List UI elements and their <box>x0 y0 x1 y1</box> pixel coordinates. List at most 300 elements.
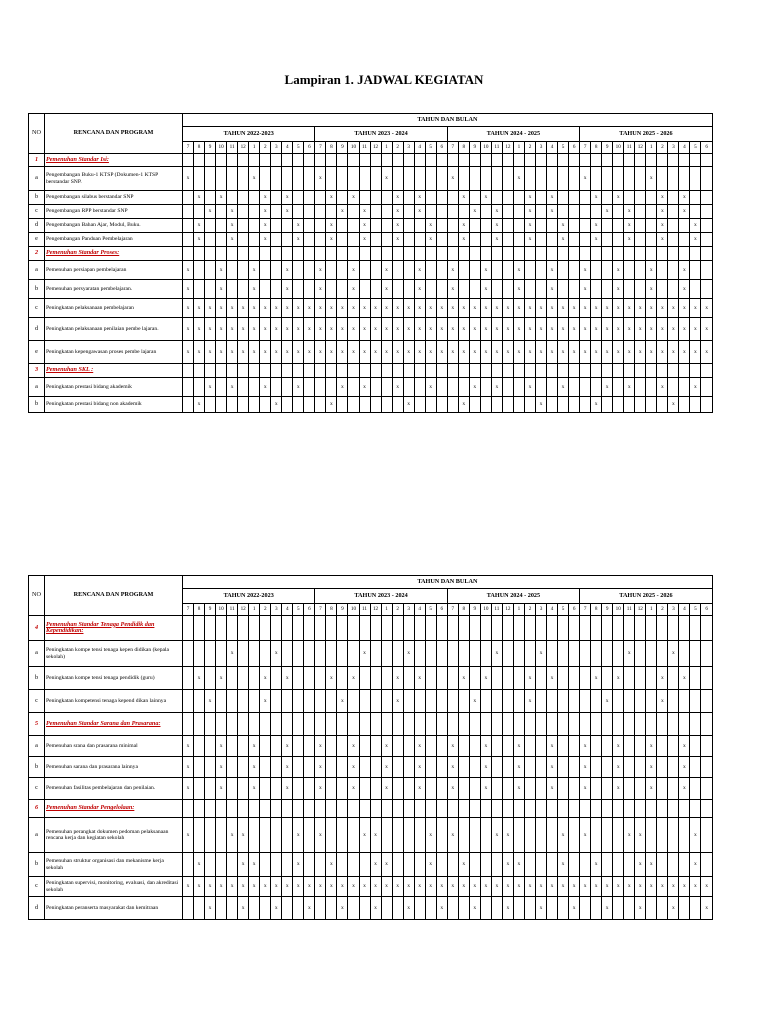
schedule-cell <box>602 667 613 690</box>
schedule-cell <box>580 667 591 690</box>
schedule-cell <box>337 818 348 853</box>
schedule-cell <box>304 205 315 219</box>
schedule-cell <box>679 853 690 877</box>
schedule-cell <box>469 233 480 247</box>
schedule-cell <box>657 818 668 853</box>
schedule-cell <box>238 191 249 205</box>
activity-name: Pengembangan Panduan Pembelajaran <box>45 233 183 247</box>
month-header: 6 <box>304 604 315 616</box>
schedule-cell <box>602 167 613 191</box>
month-header: 12 <box>635 604 646 616</box>
schedule-cell <box>624 800 635 818</box>
month-header: 10 <box>480 604 491 616</box>
schedule-cell: x <box>216 191 227 205</box>
schedule-cell <box>238 397 249 413</box>
schedule-cell <box>635 364 646 378</box>
row-number: a <box>29 261 45 280</box>
schedule-cell: x <box>513 778 524 800</box>
schedule-cell <box>436 667 447 690</box>
schedule-cell <box>613 897 624 920</box>
schedule-cell <box>668 853 679 877</box>
schedule-cell <box>469 397 480 413</box>
schedule-cell <box>304 713 315 736</box>
schedule-cell <box>480 167 491 191</box>
schedule-cell: x <box>580 778 591 800</box>
schedule-cell <box>205 800 216 818</box>
schedule-cell <box>183 641 194 667</box>
schedule-cell <box>580 191 591 205</box>
schedule-cell <box>425 736 436 757</box>
schedule-cell <box>480 364 491 378</box>
schedule-cell <box>183 667 194 690</box>
schedule-cell <box>491 757 502 778</box>
schedule-cell <box>238 667 249 690</box>
schedule-cell <box>249 690 260 713</box>
activity-name: Peningkatan prestasi bidang non akademik <box>45 397 183 413</box>
schedule-cell <box>635 154 646 167</box>
schedule-cell: x <box>668 877 679 897</box>
schedule-cell <box>646 364 657 378</box>
schedule-cell <box>624 364 635 378</box>
schedule-cell <box>304 667 315 690</box>
schedule-cell <box>701 378 712 397</box>
schedule-cell <box>613 219 624 233</box>
schedule-cell <box>646 205 657 219</box>
schedule-cell <box>491 247 502 261</box>
schedule-cell <box>646 800 657 818</box>
schedule-cell <box>657 154 668 167</box>
schedule-cell <box>646 397 657 413</box>
schedule-cell <box>216 233 227 247</box>
schedule-cell: x <box>293 818 304 853</box>
schedule-cell: x <box>602 318 613 341</box>
schedule-cell <box>502 736 513 757</box>
schedule-cell <box>513 800 524 818</box>
schedule-cell <box>414 897 425 920</box>
schedule-cell <box>458 364 469 378</box>
schedule-cell <box>425 397 436 413</box>
schedule-cell: x <box>701 877 712 897</box>
schedule-cell <box>370 616 381 641</box>
schedule-cell <box>690 800 701 818</box>
schedule-cell <box>646 641 657 667</box>
schedule-cell <box>381 897 392 920</box>
activity-name: Peningkatan peranserta masyarakat dan kemitraan <box>45 897 183 920</box>
schedule-cell: x <box>690 341 701 364</box>
schedule-cell <box>613 233 624 247</box>
schedule-cell: x <box>536 877 547 897</box>
schedule-cell <box>392 736 403 757</box>
schedule-cell <box>491 397 502 413</box>
schedule-cell <box>425 667 436 690</box>
schedule-cell <box>293 280 304 299</box>
month-header: 12 <box>238 604 249 616</box>
schedule-cell <box>348 800 359 818</box>
schedule-cell <box>668 690 679 713</box>
schedule-cell <box>370 280 381 299</box>
schedule-cell: x <box>414 205 425 219</box>
schedule-cell: x <box>690 853 701 877</box>
schedule-cell <box>701 690 712 713</box>
schedule-cell <box>227 191 238 205</box>
schedule-cell <box>315 233 326 247</box>
month-header: 11 <box>624 142 635 154</box>
schedule-cell <box>613 616 624 641</box>
schedule-cell: x <box>613 261 624 280</box>
schedule-cell <box>458 261 469 280</box>
schedule-cell: x <box>480 736 491 757</box>
schedule-cell <box>381 713 392 736</box>
schedule-cell <box>392 364 403 378</box>
schedule-cell <box>524 757 535 778</box>
schedule-cell: x <box>370 853 381 877</box>
schedule-cell <box>536 757 547 778</box>
schedule-cell <box>701 233 712 247</box>
schedule-cell <box>315 800 326 818</box>
schedule-cell <box>315 219 326 233</box>
schedule-cell: x <box>547 667 558 690</box>
schedule-cell <box>668 616 679 641</box>
schedule-cell <box>414 247 425 261</box>
schedule-cell: x <box>194 341 205 364</box>
schedule-cell <box>194 616 205 641</box>
schedule-cell: x <box>315 877 326 897</box>
activity-name: Pemenuhan fasilitas pembelajaran dan penilaian. <box>45 778 183 800</box>
schedule-cell <box>436 191 447 205</box>
schedule-cell <box>502 800 513 818</box>
schedule-cell: x <box>491 877 502 897</box>
schedule-cell <box>337 364 348 378</box>
schedule-cell: x <box>480 877 491 897</box>
schedule-cell <box>271 219 282 233</box>
month-header: 10 <box>613 604 624 616</box>
schedule-cell <box>547 154 558 167</box>
month-header: 7 <box>315 604 326 616</box>
schedule-cell <box>216 897 227 920</box>
schedule-cell <box>668 757 679 778</box>
schedule-cell <box>381 800 392 818</box>
schedule-cell: x <box>392 378 403 397</box>
schedule-cell <box>591 280 602 299</box>
schedule-cell <box>690 616 701 641</box>
schedule-cell: x <box>624 641 635 667</box>
activity-row <box>29 280 713 299</box>
schedule-cell: x <box>348 341 359 364</box>
month-header: 11 <box>359 142 370 154</box>
activity-row <box>29 299 713 318</box>
schedule-cell <box>216 378 227 397</box>
schedule-cell <box>414 713 425 736</box>
schedule-cell: x <box>635 341 646 364</box>
schedule-cell <box>591 154 602 167</box>
schedule-cell: x <box>381 261 392 280</box>
schedule-cell <box>569 736 580 757</box>
schedule-cell <box>260 800 271 818</box>
schedule-cell <box>337 247 348 261</box>
schedule-cell <box>469 167 480 191</box>
schedule-cell <box>425 778 436 800</box>
row-number: 5 <box>29 713 45 736</box>
schedule-cell <box>690 364 701 378</box>
month-header: 7 <box>447 142 458 154</box>
schedule-cell: x <box>271 341 282 364</box>
schedule-cell <box>348 219 359 233</box>
schedule-cell: x <box>348 318 359 341</box>
schedule-cell <box>293 736 304 757</box>
schedule-cell <box>403 247 414 261</box>
schedule-cell <box>227 247 238 261</box>
schedule-cell <box>183 233 194 247</box>
schedule-cell: x <box>337 378 348 397</box>
schedule-cell <box>690 757 701 778</box>
schedule-cell: x <box>679 280 690 299</box>
schedule-cell <box>183 378 194 397</box>
schedule-cell <box>194 364 205 378</box>
schedule-cell <box>657 897 668 920</box>
schedule-cell <box>282 853 293 877</box>
schedule-cell: x <box>304 897 315 920</box>
schedule-cell <box>271 616 282 641</box>
month-header: 6 <box>436 604 447 616</box>
schedule-cell <box>249 667 260 690</box>
schedule-cell: x <box>580 261 591 280</box>
schedule-cell: x <box>447 341 458 364</box>
schedule-cell <box>469 667 480 690</box>
schedule-cell: x <box>447 261 458 280</box>
schedule-cell <box>491 713 502 736</box>
schedule-cell: x <box>513 853 524 877</box>
schedule-cell: x <box>381 757 392 778</box>
schedule-cell <box>403 205 414 219</box>
schedule-cell: x <box>458 341 469 364</box>
schedule-cell <box>469 280 480 299</box>
schedule-cell: x <box>547 280 558 299</box>
schedule-cell <box>238 261 249 280</box>
schedule-cell <box>403 690 414 713</box>
schedule-cell <box>513 205 524 219</box>
schedule-cell <box>558 364 569 378</box>
schedule-cell: x <box>646 877 657 897</box>
schedule-cell <box>558 736 569 757</box>
schedule-cell: x <box>646 261 657 280</box>
schedule-cell: x <box>602 341 613 364</box>
schedule-cell: x <box>602 299 613 318</box>
schedule-cell <box>436 378 447 397</box>
schedule-cell <box>392 247 403 261</box>
schedule-cell: x <box>613 667 624 690</box>
schedule-cell <box>436 233 447 247</box>
schedule-cell <box>668 247 679 261</box>
schedule-cell <box>502 167 513 191</box>
schedule-cell: x <box>414 318 425 341</box>
schedule-cell <box>701 154 712 167</box>
schedule-cell <box>227 853 238 877</box>
schedule-cell <box>260 641 271 667</box>
schedule-cell: x <box>249 341 260 364</box>
schedule-cell <box>337 641 348 667</box>
schedule-cell <box>381 818 392 853</box>
month-header: 9 <box>205 142 216 154</box>
activity-name: Peningkatan prestasi bidang akademik <box>45 378 183 397</box>
schedule-cell <box>227 713 238 736</box>
schedule-cell: x <box>414 877 425 897</box>
activity-name: Pengembangan Buku-1 KTSP (Dokumen-1 KTSP berstandar SNP. <box>45 167 183 191</box>
schedule-cell: x <box>502 341 513 364</box>
month-header: 6 <box>436 142 447 154</box>
schedule-cell <box>547 378 558 397</box>
schedule-cell <box>216 641 227 667</box>
schedule-cell <box>469 757 480 778</box>
schedule-cell <box>580 154 591 167</box>
schedule-cell <box>282 397 293 413</box>
schedule-cell <box>403 191 414 205</box>
schedule-cell: x <box>403 897 414 920</box>
month-header: 2 <box>260 142 271 154</box>
schedule-cell: x <box>293 341 304 364</box>
schedule-cell <box>569 219 580 233</box>
schedule-cell <box>326 154 337 167</box>
schedule-cell: x <box>701 299 712 318</box>
schedule-cell <box>304 233 315 247</box>
schedule-cell <box>635 800 646 818</box>
schedule-cell: x <box>315 818 326 853</box>
schedule-cell <box>326 690 337 713</box>
schedule-cell <box>524 280 535 299</box>
schedule-cell <box>348 233 359 247</box>
month-header: 11 <box>491 604 502 616</box>
schedule-cell: x <box>480 261 491 280</box>
schedule-cell: x <box>690 219 701 233</box>
schedule-cell: x <box>282 280 293 299</box>
activity-row <box>29 641 713 667</box>
schedule-cell <box>447 219 458 233</box>
schedule-cell: x <box>646 299 657 318</box>
schedule-cell: x <box>657 318 668 341</box>
schedule-cell <box>348 897 359 920</box>
schedule-cell <box>216 800 227 818</box>
schedule-cell: x <box>491 233 502 247</box>
schedule-cell <box>513 690 524 713</box>
schedule-cell: x <box>436 299 447 318</box>
schedule-cell <box>558 667 569 690</box>
schedule-cell <box>524 397 535 413</box>
schedule-cell <box>282 154 293 167</box>
schedule-cell: x <box>183 261 194 280</box>
schedule-cell <box>635 736 646 757</box>
schedule-cell <box>491 778 502 800</box>
schedule-cell: x <box>591 318 602 341</box>
schedule-cell: x <box>337 877 348 897</box>
schedule-cell: x <box>657 191 668 205</box>
schedule-cell <box>447 616 458 641</box>
schedule-cell: x <box>359 318 370 341</box>
schedule-cell <box>205 713 216 736</box>
month-header: 6 <box>304 142 315 154</box>
schedule-cell: x <box>668 397 679 413</box>
schedule-cell: x <box>447 757 458 778</box>
schedule-cell: x <box>194 299 205 318</box>
schedule-cell <box>337 853 348 877</box>
schedule-cell <box>381 616 392 641</box>
schedule-cell <box>436 154 447 167</box>
schedule-cell <box>580 800 591 818</box>
schedule-cell: x <box>425 818 436 853</box>
schedule-cell <box>524 736 535 757</box>
schedule-cell <box>403 736 414 757</box>
schedule-cell: x <box>260 318 271 341</box>
schedule-cell <box>271 378 282 397</box>
schedule-cell: x <box>326 853 337 877</box>
schedule-cell <box>293 205 304 219</box>
schedule-cell: x <box>381 853 392 877</box>
schedule-cell <box>657 800 668 818</box>
schedule-cell: x <box>315 261 326 280</box>
schedule-cell <box>668 261 679 280</box>
row-number: e <box>29 233 45 247</box>
schedule-cell <box>260 397 271 413</box>
schedule-cell: x <box>657 299 668 318</box>
schedule-cell <box>502 378 513 397</box>
schedule-cell <box>260 818 271 853</box>
schedule-cell: x <box>591 233 602 247</box>
schedule-cell: x <box>657 205 668 219</box>
schedule-cell <box>403 219 414 233</box>
schedule-cell: x <box>326 219 337 233</box>
schedule-cell <box>635 167 646 191</box>
schedule-cell: x <box>304 877 315 897</box>
schedule-cell <box>668 191 679 205</box>
schedule-cell <box>679 247 690 261</box>
schedule-cell <box>502 364 513 378</box>
schedule-cell <box>502 219 513 233</box>
schedule-cell: x <box>580 318 591 341</box>
schedule-cell: x <box>679 667 690 690</box>
month-header: 12 <box>370 142 381 154</box>
schedule-cell <box>183 205 194 219</box>
schedule-cell: x <box>613 778 624 800</box>
schedule-cell: x <box>547 299 558 318</box>
schedule-cell <box>425 757 436 778</box>
schedule-cell <box>348 818 359 853</box>
schedule-cell <box>591 897 602 920</box>
schedule-cell <box>558 167 569 191</box>
schedule-cell <box>547 897 558 920</box>
schedule-cell <box>635 247 646 261</box>
schedule-cell <box>558 641 569 667</box>
schedule-cell <box>679 800 690 818</box>
schedule-cell <box>536 713 547 736</box>
schedule-cell <box>480 233 491 247</box>
month-header: 2 <box>392 604 403 616</box>
schedule-cell <box>381 378 392 397</box>
activity-row <box>29 191 713 205</box>
schedule-cell <box>205 167 216 191</box>
row-number: e <box>29 341 45 364</box>
schedule-cell <box>337 616 348 641</box>
schedule-cell: x <box>205 378 216 397</box>
schedule-cell: x <box>679 778 690 800</box>
schedule-cell <box>238 641 249 667</box>
schedule-cell <box>260 736 271 757</box>
schedule-cell: x <box>425 219 436 233</box>
schedule-cell <box>502 261 513 280</box>
schedule-cell: x <box>326 667 337 690</box>
schedule-cell <box>381 247 392 261</box>
schedule-cell <box>668 667 679 690</box>
schedule-cell <box>569 757 580 778</box>
schedule-cell <box>359 853 370 877</box>
schedule-cell <box>569 364 580 378</box>
